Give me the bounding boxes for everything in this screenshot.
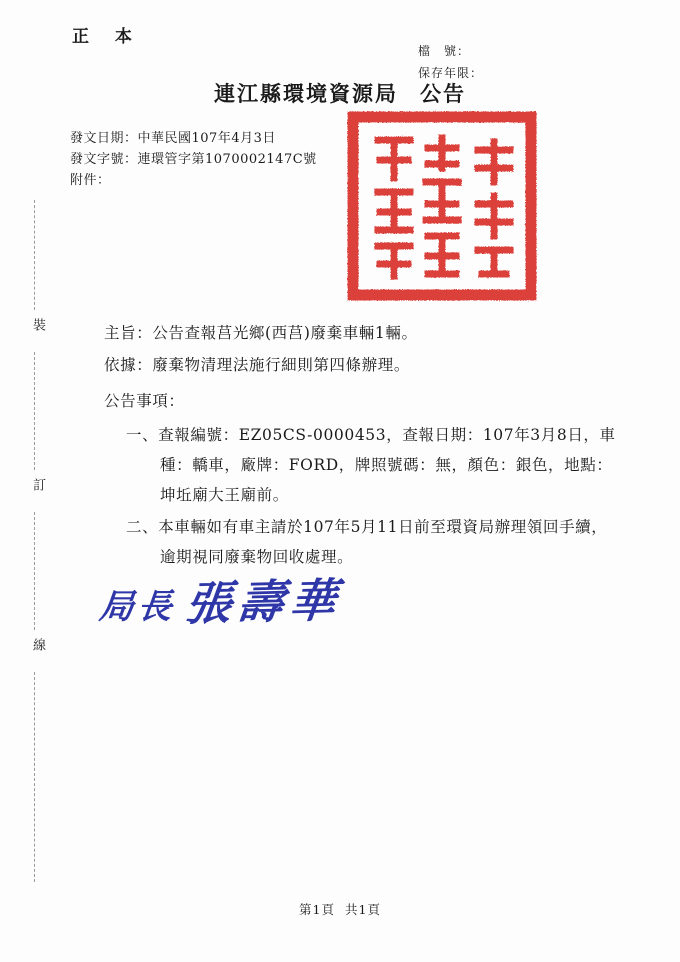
subject-text: 公告查報莒光鄉(西莒)廢棄車輛1輛。 — [152, 324, 418, 342]
item-text: 本車輛如有車主請於107年5月11日前至環資局辦理領回手續， — [158, 518, 608, 536]
margin-dashed-line — [34, 200, 35, 310]
margin-mark-xian: 線 — [30, 638, 45, 653]
attachment: 附件： — [70, 173, 111, 188]
title-doctype: 公告 — [420, 81, 466, 106]
page-footer — [0, 900, 680, 918]
item-text: 坤坵廟大王廟前。 — [160, 486, 289, 504]
page-title — [0, 78, 680, 108]
subject-line — [104, 318, 604, 348]
signature-block — [97, 566, 346, 632]
issue-number: 發文字號：連環管字第1070002147C號 — [70, 152, 317, 167]
margin-dashed-line — [34, 352, 35, 470]
document-meta — [70, 128, 317, 191]
item-first-line — [126, 420, 616, 450]
item-text: 種：轎車，廠牌：FORD，牌照號碼：無，顏色：銀色，地點： — [160, 456, 613, 474]
total-pages: 共1頁 — [345, 902, 381, 917]
item-number: 一、 — [126, 426, 159, 444]
signature-name: 張壽華 — [182, 572, 346, 632]
copy-label: 正 本 — [72, 27, 142, 47]
list-item — [126, 512, 608, 572]
issue-date: 發文日期：中華民國107年4月3日 — [70, 131, 276, 146]
margin-dashed-line — [34, 672, 35, 882]
subject-label: 主旨： — [104, 324, 153, 342]
list-item — [126, 420, 616, 510]
file-number-label: 檔 號： — [418, 44, 471, 58]
basis-label: 依據： — [104, 356, 153, 374]
announcement-label: 公告事項： — [104, 392, 185, 410]
item-text: 逾期視同廢棄物回收處理。 — [160, 548, 354, 566]
signature-title: 局長 — [97, 587, 178, 627]
basis-line — [104, 350, 604, 380]
margin-mark-zhuang: 裝 — [30, 318, 45, 333]
current-page: 第1頁 — [299, 902, 335, 917]
basis-text: 廢棄物清理法施行細則第四條辦理。 — [152, 356, 410, 374]
document-body — [104, 318, 616, 574]
margin-dashed-line — [34, 512, 35, 630]
official-seal-icon — [344, 108, 540, 304]
item-text: 查報編號：EZ05CS-0000453，查報日期：107年3月8日，車 — [158, 426, 616, 444]
margin-mark-ding: 訂 — [30, 478, 45, 493]
item-first-line — [126, 512, 608, 542]
retention-period-label: 保存年限： — [418, 66, 484, 80]
item-number: 二、 — [126, 518, 159, 536]
title-organization: 連江縣環境資源局 — [214, 81, 398, 106]
announcement-items — [104, 420, 616, 572]
